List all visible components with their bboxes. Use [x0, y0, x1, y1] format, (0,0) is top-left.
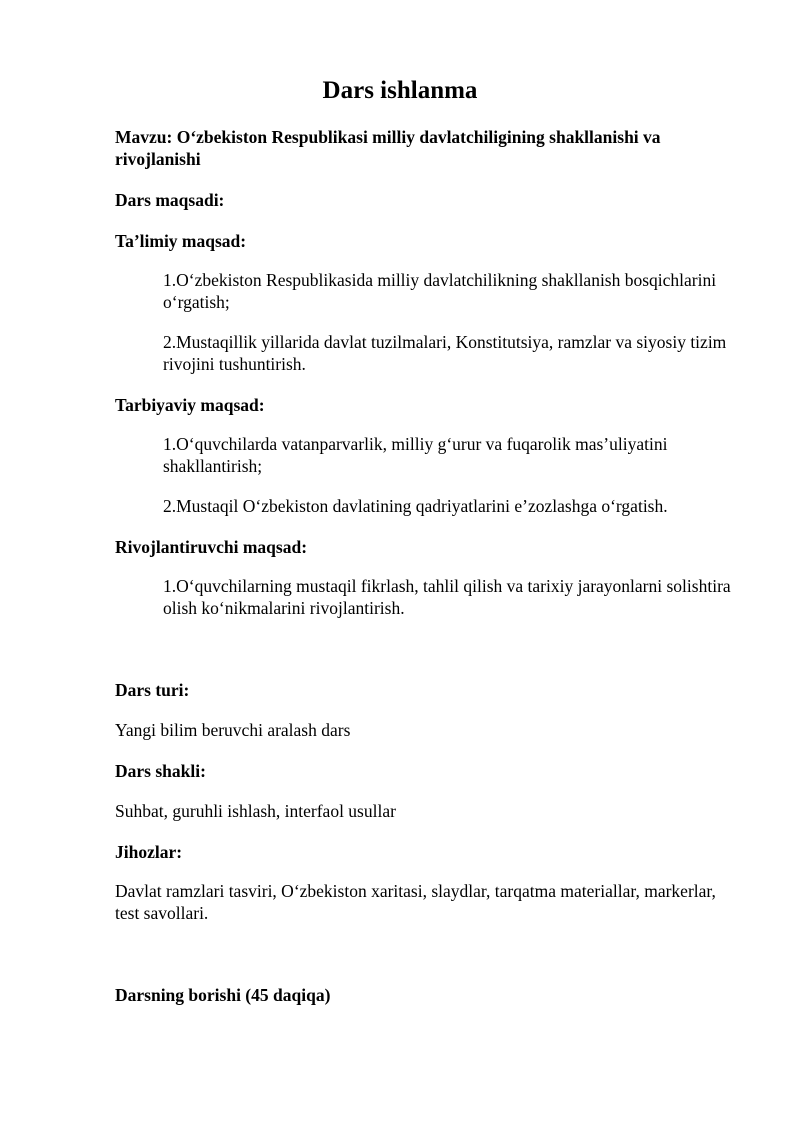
upbringing-goal-item: 1.O‘quvchilarda vatanparvarlik, milliy g‘urur va fuqarolik mas’uliyatini shakllantirish; [163, 434, 668, 476]
developmental-goal-item: 1.O‘quvchilarning mustaqil fikrlash, tahlil qilish va tarixiy jarayonlarni solishtira olish ko‘nikmalarini rivojlantirish. [163, 576, 731, 618]
educational-goal-heading: Ta’limiy maqsad: [115, 231, 247, 251]
lesson-goal-heading: Dars maqsadi: [115, 190, 225, 210]
lesson-type-text: Yangi bilim beruvchi aralash dars [115, 720, 351, 740]
lesson-form-heading: Dars shakli: [115, 761, 206, 781]
document-title: Dars ishlanma [322, 77, 478, 104]
equipment-heading: Jihozlar: [115, 842, 183, 862]
developmental-goal-heading: Rivojlantiruvchi maqsad: [115, 537, 308, 557]
educational-goal-item: 2.Mustaqillik yillarida davlat tuzilmalari, Konstitutsiya, ramzlar va siyosiy tizim rivojini tushuntirish. [163, 332, 727, 374]
lesson-type-heading: Dars turi: [115, 680, 190, 700]
equipment-text: Davlat ramzlari tasviri, O‘zbekiston xaritasi, slaydlar, tarqatma materiallar, markerlar, test savollari. [115, 881, 716, 923]
upbringing-goal-heading: Tarbiyaviy maqsad: [115, 395, 265, 415]
educational-goal-item: 1.O‘zbekiston Respublikasida milliy davlatchilikning shakllanish bosqichlarini o‘rgatish; [163, 270, 717, 312]
topic-line: Mavzu: O‘zbekiston Respublikasi milliy davlatchiligining shakllanishi va rivojlanishi [115, 127, 661, 169]
lesson-form-text: Suhbat, guruhli ishlash, interfaol usullar [115, 801, 396, 821]
upbringing-goal-item: 2.Mustaqil O‘zbekiston davlatining qadriyatlarini e’zozlashga o‘rgatish. [163, 496, 668, 516]
lesson-flow-heading: Darsning borishi (45 daqiqa) [115, 985, 331, 1005]
